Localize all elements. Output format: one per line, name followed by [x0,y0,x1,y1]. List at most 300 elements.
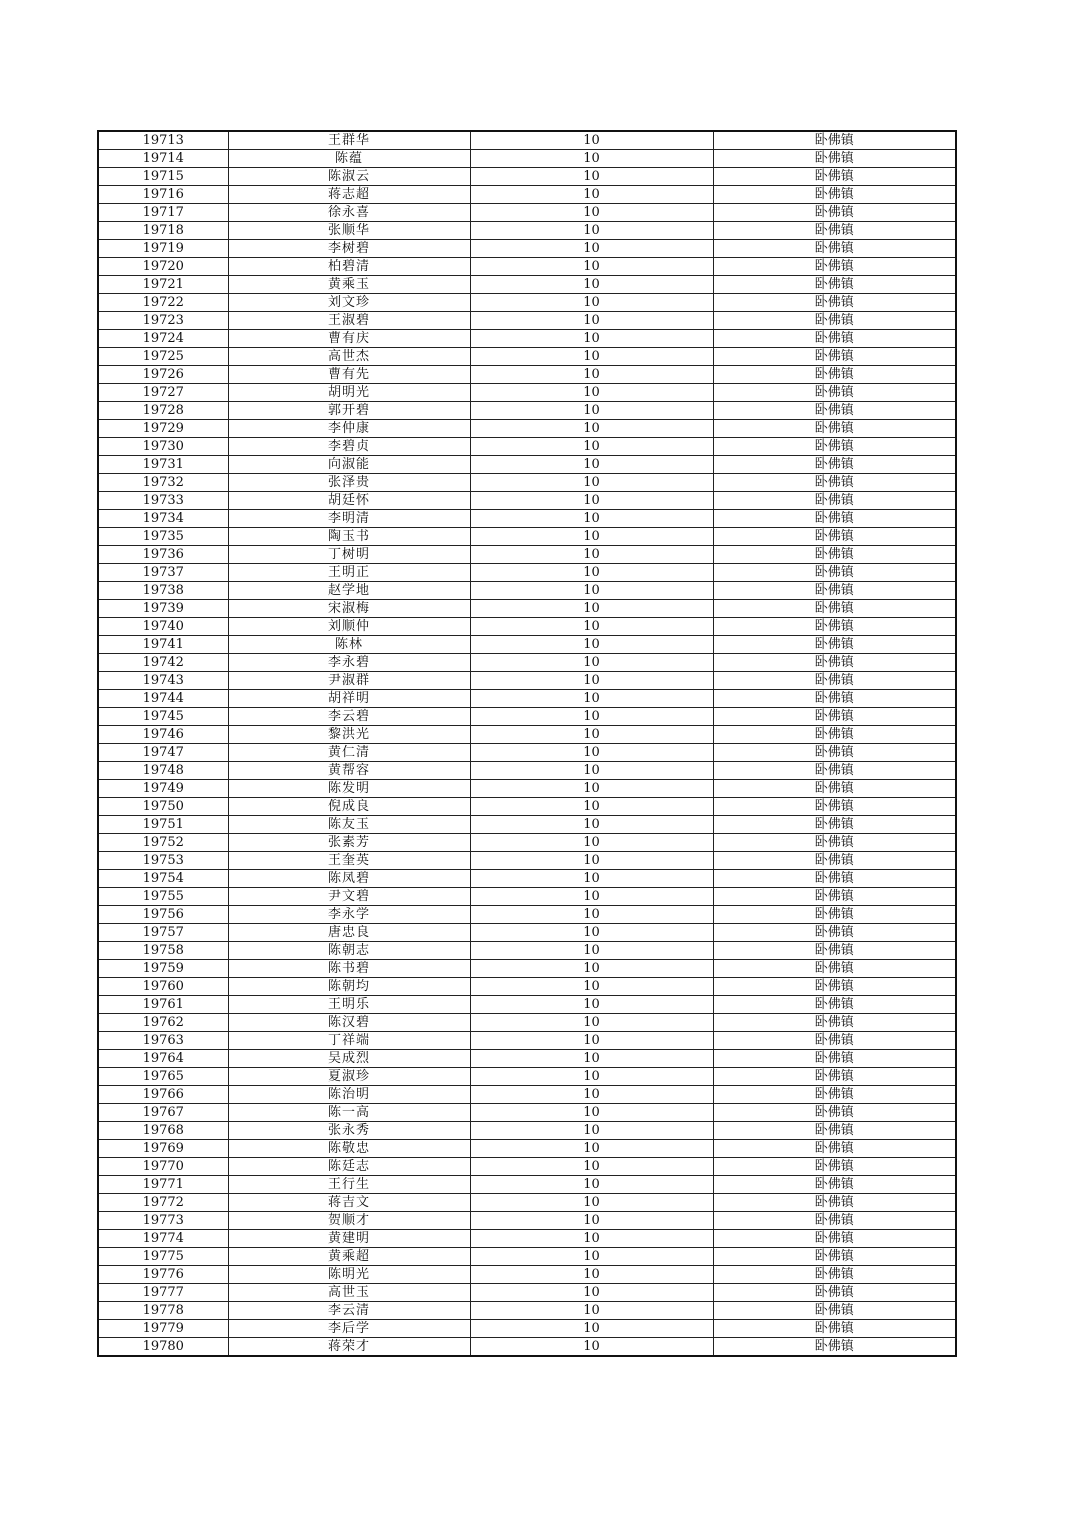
town-cell: 卧佛镇 [713,600,956,618]
row-number-cell: 19741 [98,636,228,654]
town-cell: 卧佛镇 [713,1338,956,1357]
name-cell: 王明乐 [228,996,470,1014]
town-cell: 卧佛镇 [713,1104,956,1122]
row-number-cell: 19756 [98,906,228,924]
amount-cell: 10 [470,888,713,906]
town-cell: 卧佛镇 [713,564,956,582]
row-number-cell: 19725 [98,348,228,366]
town-cell: 卧佛镇 [713,1194,956,1212]
name-cell: 陈明光 [228,1266,470,1284]
name-cell: 李碧贞 [228,438,470,456]
table-row [98,222,956,240]
row-number-cell: 19723 [98,312,228,330]
amount-cell: 10 [470,402,713,420]
row-number-cell: 19778 [98,1302,228,1320]
table-row [98,1320,956,1338]
town-cell: 卧佛镇 [713,1302,956,1320]
table-row [98,726,956,744]
town-cell: 卧佛镇 [713,852,956,870]
amount-cell: 10 [470,528,713,546]
table-row [98,582,956,600]
table-row [98,870,956,888]
table-row [98,1122,956,1140]
table-row [98,654,956,672]
row-number-cell: 19734 [98,510,228,528]
amount-cell: 10 [470,798,713,816]
name-cell: 蒋吉文 [228,1194,470,1212]
town-cell: 卧佛镇 [713,456,956,474]
row-number-cell: 19759 [98,960,228,978]
name-cell: 唐忠良 [228,924,470,942]
amount-cell: 10 [470,384,713,402]
table-row [98,366,956,384]
town-cell: 卧佛镇 [713,1284,956,1302]
amount-cell: 10 [470,1158,713,1176]
table-row [98,1284,956,1302]
town-cell: 卧佛镇 [713,1086,956,1104]
amount-cell: 10 [470,1338,713,1357]
table-row [98,942,956,960]
table-row [98,690,956,708]
town-cell: 卧佛镇 [713,996,956,1014]
row-number-cell: 19752 [98,834,228,852]
town-cell: 卧佛镇 [713,240,956,258]
name-cell: 倪成良 [228,798,470,816]
row-number-cell: 19754 [98,870,228,888]
amount-cell: 10 [470,294,713,312]
name-cell: 陈淑云 [228,168,470,186]
name-cell: 郭开碧 [228,402,470,420]
name-cell: 高世杰 [228,348,470,366]
row-number-cell: 19740 [98,618,228,636]
amount-cell: 10 [470,1014,713,1032]
town-cell: 卧佛镇 [713,870,956,888]
table-row [98,510,956,528]
row-number-cell: 19749 [98,780,228,798]
name-cell: 李云碧 [228,708,470,726]
table-row [98,744,956,762]
name-cell: 赵学地 [228,582,470,600]
amount-cell: 10 [470,1104,713,1122]
table-row [98,1014,956,1032]
town-cell: 卧佛镇 [713,1140,956,1158]
name-cell: 黎洪光 [228,726,470,744]
amount-cell: 10 [470,708,713,726]
row-number-cell: 19770 [98,1158,228,1176]
town-cell: 卧佛镇 [713,762,956,780]
town-cell: 卧佛镇 [713,960,956,978]
amount-cell: 10 [470,1140,713,1158]
name-cell: 陶玉书 [228,528,470,546]
table-row [98,456,956,474]
town-cell: 卧佛镇 [713,438,956,456]
amount-cell: 10 [470,762,713,780]
name-cell: 蒋荣才 [228,1338,470,1357]
amount-cell: 10 [470,726,713,744]
amount-cell: 10 [470,222,713,240]
row-number-cell: 19744 [98,690,228,708]
table-row [98,1266,956,1284]
amount-cell: 10 [470,1266,713,1284]
name-cell: 王行生 [228,1176,470,1194]
town-cell: 卧佛镇 [713,1014,956,1032]
amount-cell: 10 [470,996,713,1014]
row-number-cell: 19721 [98,276,228,294]
table-row [98,528,956,546]
row-number-cell: 19764 [98,1050,228,1068]
amount-cell: 10 [470,420,713,438]
amount-cell: 10 [470,834,713,852]
data-table [97,130,957,1357]
row-number-cell: 19743 [98,672,228,690]
row-number-cell: 19727 [98,384,228,402]
table-row [98,1302,956,1320]
name-cell: 宋淑梅 [228,600,470,618]
amount-cell: 10 [470,942,713,960]
name-cell: 徐永喜 [228,204,470,222]
town-cell: 卧佛镇 [713,204,956,222]
row-number-cell: 19722 [98,294,228,312]
table-row [98,618,956,636]
town-cell: 卧佛镇 [713,186,956,204]
name-cell: 丁祥端 [228,1032,470,1050]
table-row [98,1230,956,1248]
amount-cell: 10 [470,1230,713,1248]
town-cell: 卧佛镇 [713,708,956,726]
amount-cell: 10 [470,240,713,258]
town-cell: 卧佛镇 [713,510,956,528]
name-cell: 陈蕴 [228,150,470,168]
town-cell: 卧佛镇 [713,294,956,312]
town-cell: 卧佛镇 [713,834,956,852]
row-number-cell: 19746 [98,726,228,744]
name-cell: 刘顺仲 [228,618,470,636]
row-number-cell: 19726 [98,366,228,384]
table-row [98,996,956,1014]
row-number-cell: 19765 [98,1068,228,1086]
row-number-cell: 19776 [98,1266,228,1284]
amount-cell: 10 [470,1212,713,1230]
amount-cell: 10 [470,1302,713,1320]
row-number-cell: 19755 [98,888,228,906]
table-row [98,546,956,564]
name-cell: 陈书碧 [228,960,470,978]
amount-cell: 10 [470,492,713,510]
table-row [98,294,956,312]
amount-cell: 10 [470,744,713,762]
row-number-cell: 19724 [98,330,228,348]
table-row [98,131,956,150]
table-row [98,1086,956,1104]
table-row [98,762,956,780]
town-cell: 卧佛镇 [713,1320,956,1338]
name-cell: 陈友玉 [228,816,470,834]
table-row [98,816,956,834]
table-row [98,420,956,438]
name-cell: 陈廷志 [228,1158,470,1176]
name-cell: 陈一高 [228,1104,470,1122]
row-number-cell: 19768 [98,1122,228,1140]
row-number-cell: 19733 [98,492,228,510]
amount-cell: 10 [470,131,713,150]
row-number-cell: 19715 [98,168,228,186]
table-row [98,1194,956,1212]
name-cell: 高世玉 [228,1284,470,1302]
amount-cell: 10 [470,186,713,204]
table-row [98,798,956,816]
town-cell: 卧佛镇 [713,546,956,564]
name-cell: 胡廷怀 [228,492,470,510]
row-number-cell: 19766 [98,1086,228,1104]
row-number-cell: 19713 [98,131,228,150]
table-body [98,131,956,1356]
table-row [98,978,956,996]
amount-cell: 10 [470,654,713,672]
name-cell: 李云清 [228,1302,470,1320]
table-row [98,186,956,204]
town-cell: 卧佛镇 [713,1248,956,1266]
town-cell: 卧佛镇 [713,618,956,636]
town-cell: 卧佛镇 [713,942,956,960]
name-cell: 曹有先 [228,366,470,384]
name-cell: 陈朝均 [228,978,470,996]
table-row [98,924,956,942]
row-number-cell: 19747 [98,744,228,762]
name-cell: 李后学 [228,1320,470,1338]
amount-cell: 10 [470,330,713,348]
table-row [98,1140,956,1158]
name-cell: 张素芳 [228,834,470,852]
amount-cell: 10 [470,150,713,168]
table-row [98,348,956,366]
table-row [98,240,956,258]
row-number-cell: 19731 [98,456,228,474]
amount-cell: 10 [470,510,713,528]
row-number-cell: 19714 [98,150,228,168]
table-row [98,1176,956,1194]
table-row [98,276,956,294]
amount-cell: 10 [470,348,713,366]
row-number-cell: 19750 [98,798,228,816]
amount-cell: 10 [470,168,713,186]
town-cell: 卧佛镇 [713,1212,956,1230]
town-cell: 卧佛镇 [713,474,956,492]
row-number-cell: 19777 [98,1284,228,1302]
town-cell: 卧佛镇 [713,906,956,924]
name-cell: 王奎英 [228,852,470,870]
amount-cell: 10 [470,312,713,330]
name-cell: 尹文碧 [228,888,470,906]
name-cell: 李永学 [228,906,470,924]
table-row [98,1050,956,1068]
amount-cell: 10 [470,564,713,582]
name-cell: 曹有庆 [228,330,470,348]
name-cell: 黄乘玉 [228,276,470,294]
name-cell: 夏淑珍 [228,1068,470,1086]
table-row [98,564,956,582]
name-cell: 刘文珍 [228,294,470,312]
name-cell: 陈发明 [228,780,470,798]
town-cell: 卧佛镇 [713,1068,956,1086]
amount-cell: 10 [470,690,713,708]
table-row [98,474,956,492]
table-row [98,960,956,978]
amount-cell: 10 [470,204,713,222]
table-row [98,384,956,402]
town-cell: 卧佛镇 [713,744,956,762]
name-cell: 柏碧清 [228,258,470,276]
table-row [98,1032,956,1050]
table-row [98,150,956,168]
row-number-cell: 19748 [98,762,228,780]
row-number-cell: 19761 [98,996,228,1014]
town-cell: 卧佛镇 [713,1050,956,1068]
row-number-cell: 19745 [98,708,228,726]
town-cell: 卧佛镇 [713,1266,956,1284]
amount-cell: 10 [470,1176,713,1194]
row-number-cell: 19769 [98,1140,228,1158]
name-cell: 黄帮容 [228,762,470,780]
name-cell: 李仲康 [228,420,470,438]
row-number-cell: 19728 [98,402,228,420]
name-cell: 黄仁清 [228,744,470,762]
table-row [98,492,956,510]
row-number-cell: 19737 [98,564,228,582]
row-number-cell: 19717 [98,204,228,222]
name-cell: 丁树明 [228,546,470,564]
amount-cell: 10 [470,474,713,492]
name-cell: 李明清 [228,510,470,528]
town-cell: 卧佛镇 [713,1122,956,1140]
town-cell: 卧佛镇 [713,258,956,276]
row-number-cell: 19716 [98,186,228,204]
town-cell: 卧佛镇 [713,798,956,816]
amount-cell: 10 [470,258,713,276]
town-cell: 卧佛镇 [713,636,956,654]
town-cell: 卧佛镇 [713,492,956,510]
town-cell: 卧佛镇 [713,780,956,798]
town-cell: 卧佛镇 [713,222,956,240]
table-row [98,258,956,276]
row-number-cell: 19757 [98,924,228,942]
amount-cell: 10 [470,1086,713,1104]
town-cell: 卧佛镇 [713,1158,956,1176]
amount-cell: 10 [470,906,713,924]
name-cell: 李树碧 [228,240,470,258]
row-number-cell: 19739 [98,600,228,618]
amount-cell: 10 [470,456,713,474]
town-cell: 卧佛镇 [713,168,956,186]
table-row [98,708,956,726]
table-row [98,330,956,348]
row-number-cell: 19718 [98,222,228,240]
row-number-cell: 19730 [98,438,228,456]
town-cell: 卧佛镇 [713,582,956,600]
name-cell: 胡明光 [228,384,470,402]
town-cell: 卧佛镇 [713,726,956,744]
table-row [98,636,956,654]
amount-cell: 10 [470,1032,713,1050]
row-number-cell: 19774 [98,1230,228,1248]
row-number-cell: 19720 [98,258,228,276]
amount-cell: 10 [470,978,713,996]
name-cell: 李永碧 [228,654,470,672]
name-cell: 王明正 [228,564,470,582]
table-row [98,168,956,186]
town-cell: 卧佛镇 [713,654,956,672]
town-cell: 卧佛镇 [713,402,956,420]
town-cell: 卧佛镇 [713,888,956,906]
table-row [98,1212,956,1230]
table-row [98,852,956,870]
row-number-cell: 19736 [98,546,228,564]
name-cell: 吴成烈 [228,1050,470,1068]
name-cell: 尹淑群 [228,672,470,690]
row-number-cell: 19719 [98,240,228,258]
table-row [98,906,956,924]
table-row [98,1068,956,1086]
row-number-cell: 19773 [98,1212,228,1230]
town-cell: 卧佛镇 [713,816,956,834]
row-number-cell: 19771 [98,1176,228,1194]
name-cell: 黄建明 [228,1230,470,1248]
table-row [98,834,956,852]
name-cell: 张永秀 [228,1122,470,1140]
row-number-cell: 19779 [98,1320,228,1338]
amount-cell: 10 [470,582,713,600]
table-row [98,888,956,906]
amount-cell: 10 [470,618,713,636]
table-row [98,600,956,618]
name-cell: 张泽贵 [228,474,470,492]
amount-cell: 10 [470,1248,713,1266]
row-number-cell: 19729 [98,420,228,438]
table-row [98,1248,956,1266]
town-cell: 卧佛镇 [713,384,956,402]
name-cell: 胡祥明 [228,690,470,708]
amount-cell: 10 [470,924,713,942]
town-cell: 卧佛镇 [713,1032,956,1050]
town-cell: 卧佛镇 [713,366,956,384]
table-row [98,204,956,222]
amount-cell: 10 [470,1122,713,1140]
name-cell: 蒋志超 [228,186,470,204]
name-cell: 陈凤碧 [228,870,470,888]
amount-cell: 10 [470,1068,713,1086]
town-cell: 卧佛镇 [713,348,956,366]
table-row [98,780,956,798]
row-number-cell: 19763 [98,1032,228,1050]
table-row [98,438,956,456]
name-cell: 陈林 [228,636,470,654]
row-number-cell: 19735 [98,528,228,546]
name-cell: 黄乘超 [228,1248,470,1266]
amount-cell: 10 [470,600,713,618]
amount-cell: 10 [470,780,713,798]
amount-cell: 10 [470,816,713,834]
town-cell: 卧佛镇 [713,150,956,168]
name-cell: 陈敬忠 [228,1140,470,1158]
row-number-cell: 19742 [98,654,228,672]
amount-cell: 10 [470,276,713,294]
town-cell: 卧佛镇 [713,276,956,294]
name-cell: 王群华 [228,131,470,150]
row-number-cell: 19753 [98,852,228,870]
table-row [98,402,956,420]
amount-cell: 10 [470,870,713,888]
name-cell: 陈治明 [228,1086,470,1104]
town-cell: 卧佛镇 [713,330,956,348]
